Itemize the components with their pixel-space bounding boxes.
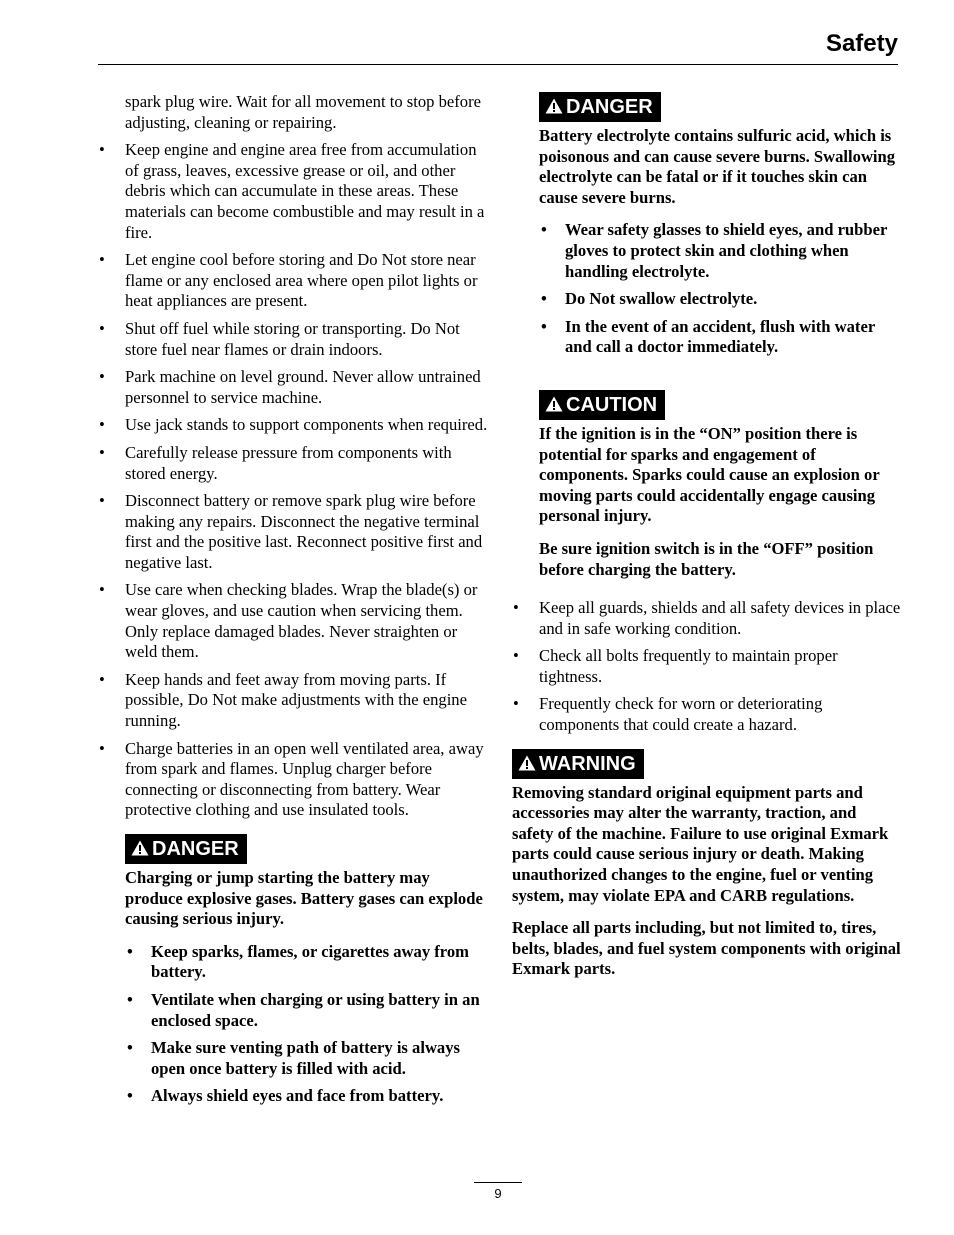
section-title: Safety	[825, 30, 898, 57]
safety-list	[512, 598, 902, 736]
warning-text: Replace all parts including, but not limited to, tires, belts, blades, and fuel system components with original Exmark parts.	[512, 918, 901, 979]
list-item: • Check all bolts frequently to maintain proper tightness.	[512, 646, 902, 687]
list-item: • Park machine on level ground. Never allow untrained personnel to service machine.	[98, 367, 488, 408]
list-item: • Keep sparks, flames, or cigarettes away from battery.	[125, 942, 488, 983]
list-item: • Keep hands and feet away from moving parts. If possible, Do Not make adjustments with the engine running.	[98, 670, 488, 732]
list-item: • Let engine cool before storing and Do Not store near flame or any enclosed area where open pilot lights or heat appliances are present.	[98, 250, 488, 312]
safety-list	[98, 140, 488, 821]
list-item: • Wear safety glasses to shield eyes, and rubber gloves to protect skin and clothing when handling electrolyte.	[539, 220, 902, 282]
list-item: • Make sure venting path of battery is always open once battery is filled with acid.	[125, 1038, 488, 1079]
list-item: • Disconnect battery or remove spark plug wire before making any repairs. Disconnect the negative terminal first and the positive last. Reconnect positive first and negative last.	[98, 491, 488, 573]
right-column	[512, 92, 902, 992]
warning-triangle-icon	[545, 98, 563, 114]
list-item: • Charge batteries in an open well ventilated area, away from spark and flames. Unplug charger before connecting or disconnecting from battery. Wear protective clothing and use insulated tools.	[98, 739, 488, 821]
warning-triangle-icon	[131, 840, 149, 856]
warning-triangle-icon	[545, 396, 563, 412]
danger-text: Battery electrolyte contains sulfuric acid, which is poisonous and can cause severe burns. Swallowing electrolyte can be fatal or if it touches skin can cause severe burns.	[539, 126, 896, 207]
left-column	[98, 92, 488, 1114]
danger-list	[125, 942, 488, 1107]
list-item: • Always shield eyes and face from battery.	[125, 1086, 488, 1107]
warning-label-text: WARNING	[539, 752, 636, 775]
list-item: • Do Not swallow electrolyte.	[539, 289, 902, 310]
header-divider	[98, 64, 898, 65]
caution-text: Be sure ignition switch is in the “OFF” position before charging the battery.	[539, 538, 874, 579]
caution-label	[539, 390, 665, 420]
caution-label-text: CAUTION	[566, 393, 658, 416]
warning-notice	[512, 743, 902, 980]
list-item: • Shut off fuel while storing or transporting. Do Not store fuel near flames or drain indoors.	[98, 319, 488, 360]
list-item: • Use care when checking blades. Wrap the blade(s) or wear gloves, and use caution when servicing them. Only replace damaged blades. Never straighten or weld them.	[98, 580, 488, 662]
warning-label	[512, 749, 644, 779]
caution-text: If the ignition is in the “ON” position there is potential for sparks and engagement of components. Sparks could cause an explosion or moving parts could accidentally engage causing personal injury.	[539, 423, 880, 526]
continuation-text: spark plug wire. Wait for all movement to stop before adjusting, cleaning or repairing.	[125, 92, 481, 132]
list-item: • Carefully release pressure from components with stored energy.	[98, 443, 488, 484]
danger-list	[539, 220, 902, 358]
warning-text: Removing standard original equipment parts and accessories may alter the warranty, traction, and safety of the machine. Failure to use original Exmark parts could cause serious injury or death. Making unauthorized changes to the engine, fuel or venting system, may violate EPA and CARB regulations.	[512, 782, 889, 905]
danger-label	[125, 834, 247, 864]
list-item: • In the event of an accident, flush with water and call a doctor immediately.	[539, 317, 902, 358]
danger-label	[539, 92, 661, 122]
list-item: • Keep engine and engine area free from accumulation of grass, leaves, excessive grease or oil, and other debris which can accumulate in these areas. These materials can become combustible and may result in a fire.	[98, 140, 488, 243]
danger-notice	[125, 828, 488, 1107]
danger-label-text: DANGER	[566, 96, 653, 118]
list-item: • Use jack stands to support components when required.	[98, 415, 488, 436]
list-item: • Keep all guards, shields and all safety devices in place and in safe working condition.	[512, 598, 902, 639]
list-item: • Ventilate when charging or using battery in an enclosed space.	[125, 990, 488, 1031]
warning-triangle-icon	[518, 755, 536, 771]
caution-notice	[539, 384, 902, 580]
page-number: 9	[494, 1186, 502, 1201]
list-item: • Frequently check for worn or deteriorating components that could create a hazard.	[512, 694, 902, 735]
danger-text: Charging or jump starting the battery may produce explosive gases. Battery gases can explode causing serious injury.	[125, 868, 483, 929]
danger-label-text: DANGER	[152, 838, 239, 860]
footer-divider	[474, 1182, 522, 1183]
danger-notice	[539, 92, 902, 358]
